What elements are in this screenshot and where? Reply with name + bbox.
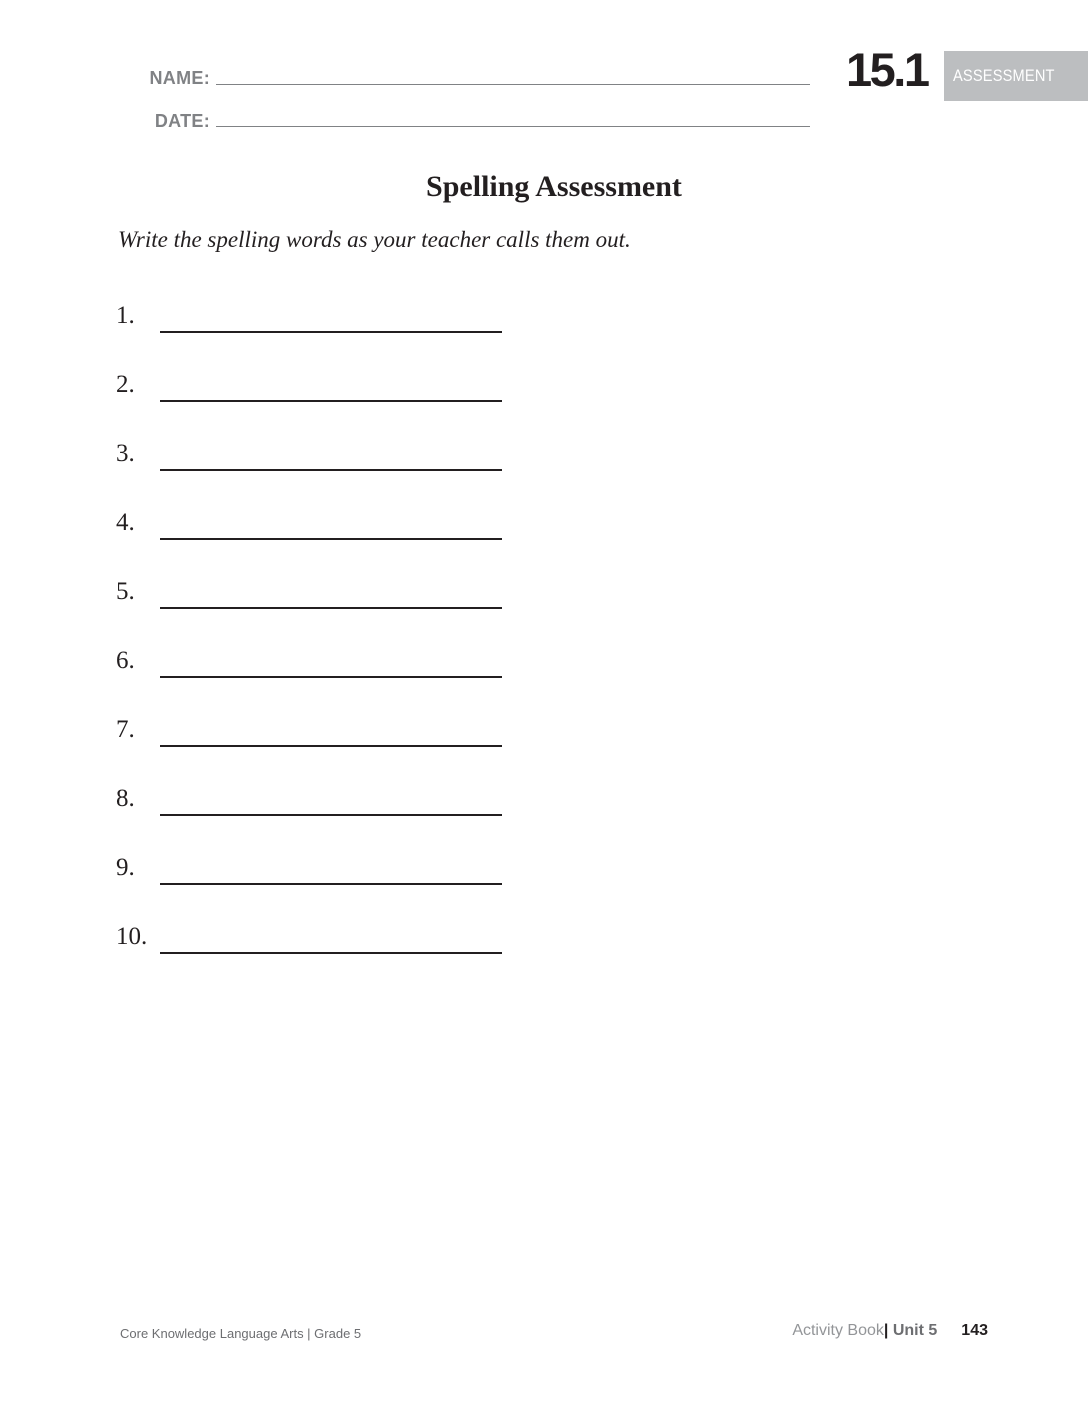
item-number: 4.	[116, 509, 135, 536]
item-number: 5.	[116, 578, 135, 605]
page-title: Spelling Assessment	[426, 170, 682, 203]
item-number: 3.	[116, 440, 135, 467]
answer-item	[116, 371, 516, 411]
name-label: NAME:	[149, 68, 210, 88]
answer-line[interactable]	[160, 469, 502, 471]
footer-book-info	[792, 1322, 988, 1340]
lesson-number: 15.1	[846, 43, 928, 96]
answer-line[interactable]	[160, 814, 502, 816]
answer-item	[116, 440, 516, 480]
footer-unit: Unit 5	[892, 1322, 938, 1339]
answer-line[interactable]	[160, 538, 502, 540]
name-field[interactable]	[216, 84, 810, 85]
answer-item	[116, 854, 516, 894]
answer-item	[116, 578, 516, 618]
instructions: Write the spelling words as your teacher calls them out.	[118, 227, 631, 252]
answer-item	[116, 923, 516, 963]
footer-separator: |	[883, 1322, 889, 1339]
item-number: 1.	[116, 302, 135, 329]
date-label: DATE:	[154, 111, 210, 131]
answer-line[interactable]	[160, 400, 502, 402]
date-field[interactable]	[216, 126, 810, 127]
item-number: 6.	[116, 647, 135, 674]
page-number: 143	[961, 1322, 988, 1339]
item-number: 9.	[116, 854, 135, 881]
footer-book-title: Activity Book	[792, 1322, 884, 1339]
assessment-tag-label: ASSESSMENT	[953, 66, 1055, 85]
answer-line[interactable]	[160, 607, 502, 609]
answer-item	[116, 509, 516, 549]
answer-line[interactable]	[160, 952, 502, 954]
answer-line[interactable]	[160, 883, 502, 885]
answer-line[interactable]	[160, 676, 502, 678]
answer-line[interactable]	[160, 331, 502, 333]
answer-item	[116, 302, 516, 342]
answer-item	[116, 785, 516, 825]
item-number: 10.	[116, 923, 148, 950]
item-number: 2.	[116, 371, 135, 398]
item-number: 8.	[116, 785, 135, 812]
item-number: 7.	[116, 716, 135, 743]
answer-line[interactable]	[160, 745, 502, 747]
answer-item	[116, 716, 516, 756]
answer-item	[116, 647, 516, 687]
footer-program-grade: Core Knowledge Language Arts | Grade 5	[120, 1326, 362, 1341]
assessment-tag	[944, 51, 1088, 101]
